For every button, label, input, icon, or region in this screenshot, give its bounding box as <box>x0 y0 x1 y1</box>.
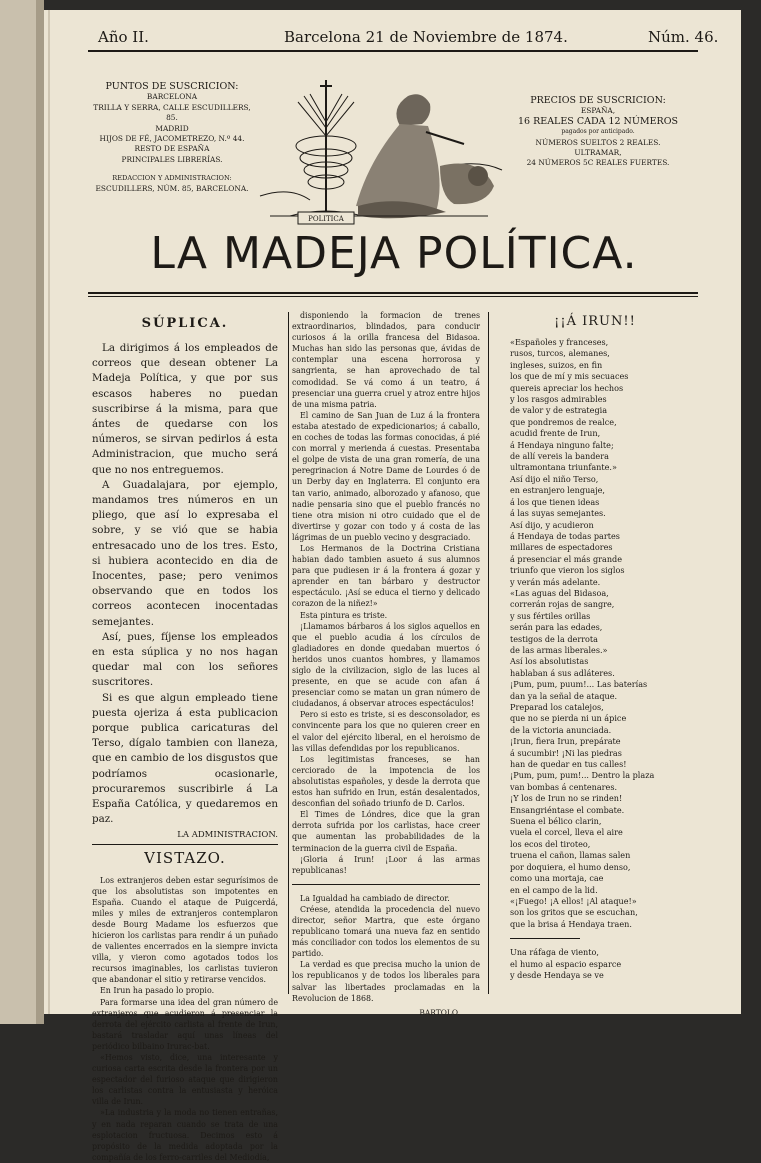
column-divider <box>288 312 289 994</box>
poem-line: de las armas liberales.» <box>510 644 608 655</box>
office-address: ESCUDILLERS, NÚM. 85, BARCELONA. <box>95 183 249 193</box>
poem-line: á Hendaya de todas partes <box>510 530 620 541</box>
poem-line: van bombas á centenares. <box>510 781 618 792</box>
poem-line: dan ya la señal de ataque. <box>510 690 618 701</box>
article-paragraph: En Irun ha pasado lo propio. <box>100 986 215 996</box>
article-paragraph: Si es que algun empleado tiene puesta ojeriza á esta publicacion porque publica caricaturas del Terso, dígalo tambien con llaneza, que en cambio de los disgustos que podríamos ocasionarle, procuraremos suscribirle á La España Católica, y quedaremos en paz. <box>92 691 278 826</box>
masthead <box>88 28 719 48</box>
poem-line: á las suyas semejantes. <box>510 508 606 519</box>
prices-loose: NÚMEROS SUELTOS 2 REALES. <box>535 137 661 147</box>
article-paragraph: Los extranjeros deben estar segurísimos de que los absolutistas son impotentes en España. Cuando el ataque de Puigcerdá, miles y miles de extranjeros contemplaron desde Bourg Madame los esfuerzos que hicieron los carlistas para rendir á un puñado de valientes encerrados en la siempre invicta villa, y vieron como agotados todos los recursos imaginables, los carlistas tuvieron que abandonar el sitio y retirarse vencidos. <box>92 875 278 985</box>
article-paragraph: Créese, atendida la procedencia del nuevo director, señor Martra, que este órgano republicano tomará una nueva faz en sentido más conciliador con todos los elementos de su partido. <box>292 904 480 959</box>
poem-line: á los que tienen ideas <box>510 496 600 507</box>
allegory-vignette <box>250 66 508 228</box>
poem-line: triunfo que vieron los siglos <box>510 565 625 576</box>
poem-line: truena el cañon, llamas salen <box>510 850 631 861</box>
subscription-points <box>92 82 252 194</box>
subscription-line: BARCELONA <box>146 92 198 102</box>
heading-a-irun: ¡¡Á IRUN!! <box>554 314 636 329</box>
prices-spain: ESPAÑA, <box>580 106 616 116</box>
newspaper-title: LA MADEJA POLÍTICA. <box>150 228 638 279</box>
prices-overseas-price: 24 NÚMEROS 5C REALES FUERTES. <box>526 158 670 168</box>
article-paragraph: El Times de Lóndres, dice que la gran derrota sufrida por los carlistas, hace creer que aumentan las probabilidades de la terminacion de la guerra civil de España. <box>292 810 480 853</box>
subscription-line: HIJOS DE FÉ, JACOMETREZO, N.º 44. <box>99 134 245 144</box>
poem-line: en el campo de la lid. <box>510 884 598 895</box>
section-rule <box>510 938 580 939</box>
poem-line: Así dijo, y acudieron <box>510 519 594 530</box>
signature-bartolo: BARTOLO. <box>419 1007 460 1017</box>
poem-line: el humo al espacio esparce <box>510 958 622 969</box>
subscription-points-heading: PUNTOS DE SUSCRICION: <box>105 81 239 92</box>
poem-line: quereis apreciar los hechos <box>510 382 624 393</box>
poem-line: á sucumbir! ¡Ni las piedras <box>510 747 622 758</box>
signature-administracion: LA ADMINISTRACION. <box>177 829 278 840</box>
article-paragraph: La dirigimos á los empleados de correos que desean obtener La Madeja Política, y que por sus escasos haberes no puedan suscribirse á la misma, para que ántes de quedarse con los números, se sirvan pedirlos á esta Administracion, que mucho será que no nos entreguemos. <box>92 342 278 476</box>
poem-line: son los gritos que se escuchan, <box>510 907 638 918</box>
issue-number: Núm. 46. <box>648 28 719 46</box>
poem-line: á presenciar el más grande <box>510 553 623 564</box>
prices-heading: PRECIOS DE SUSCRICION: <box>530 95 666 106</box>
poem-line: de valor y de estrategia <box>510 405 608 416</box>
article-paragraph: disponiendo la formacion de trenes extraordinarios, blindados, para conducir curiosos á la orilla francesa del Bidasoa. Muchas han sido las personas que, ávidas de contemplar una escena horrorosa y sangrienta, se han aprovechado de tal comodidad. Se vá como á un teatro, á presenciar una guerra cruel y atroz entre hijos de una misma patria. <box>292 311 480 409</box>
poem-line: ultramontana triunfante.» <box>510 462 617 473</box>
poem-line: testigos de la derrota <box>510 633 599 644</box>
office-heading: REDACCION Y ADMINISTRACION: <box>112 174 232 183</box>
poem-line: millares de espectadores <box>510 542 613 553</box>
title-rule-bottom <box>88 296 698 297</box>
poem-line: Así dijo el niño Terso, <box>510 473 599 484</box>
poem-stanza <box>510 337 680 930</box>
poem-line: «Españoles y franceses, <box>510 337 609 347</box>
poem-line: de allí vereis la bandera <box>510 451 609 462</box>
poem-line: vuela el corcel, lleva el aire <box>510 827 623 838</box>
article-paragraph: Para formarse una idea del gran número de extranjeros que acudieron á presenciar la derrota del ejército carlista al frente de Irun, bastará trasladar aquí unas líneas del periódico bilbaino Irurac-bat. <box>92 997 278 1051</box>
article-paragraph: Pero si esto es triste, si es desconsolador, es convincente para los que no quieren creer en el valor del ejército liberal, en el heroismo de las villas defendidas por los republicanos. <box>292 710 480 753</box>
poem-line: como una mortaja, cae <box>510 873 604 884</box>
poem-line: ¡Y los de Irun no se rinden! <box>510 793 623 804</box>
title-rule-top <box>88 292 698 294</box>
poem-line: Suena el bélico clarin, <box>510 816 602 827</box>
vignette-ribbon: POLITICA <box>308 215 344 223</box>
poem-line: Ensangriéntase el combate. <box>510 804 625 815</box>
column-left <box>92 310 278 1163</box>
article-paragraph: ¡Llamamos bárbaros á los siglos aquellos en que el pueblo acudia á los círculos de gladiadores en donde quedaban muertos ó heridos unos cuantos hombres, y llamamos siglo de la civilizacion, siglo de las luces al presente, en que se acude con afan á presenciar como se matan un gran número de ciudadanos, á observar atroces espectáculos! <box>292 621 480 709</box>
poem-line: Preparad los catalejos, <box>510 702 604 712</box>
section-rule <box>92 844 278 845</box>
prices-main: 16 REALES CADA 12 NÚMEROS <box>518 115 678 127</box>
poem-line: han de quedar en tus calles! <box>510 759 627 770</box>
issue-year: Año II. <box>98 28 149 46</box>
poem-line: Así los absolutistas <box>510 656 589 667</box>
poem-line: á Hendaya ninguno falte; <box>510 439 614 450</box>
prices-overseas: ULTRAMAR, <box>574 148 622 158</box>
poem-line: acudid frente de Irun, <box>510 428 601 439</box>
poem-line: y desde Hendaya se ve <box>510 969 604 980</box>
heading-suplica: SÚPLICA. <box>141 316 229 331</box>
poem-line: que la brisa á Hendaya traen. <box>510 918 632 929</box>
poem-line: ¡Pum, pum, puum!... Las baterías <box>510 679 648 690</box>
poem-line: «Las aguas del Bidasoa, <box>510 587 609 598</box>
subscription-line: TRILLA Y SERRA, CALLE ESCUDILLERS, 85. <box>93 102 251 123</box>
subscription-line: MADRID <box>155 123 189 133</box>
poem-line: «¡Fuego! ¡A ellos! ¡Al ataque!» <box>510 895 637 906</box>
article-paragraph: La Igualdad ha cambiado de director. <box>300 893 450 903</box>
poem-line: ¡Irun, fiera Irun, prepárate <box>510 736 621 747</box>
subscription-prices <box>518 96 678 169</box>
poem-line: en estranjero lenguaje, <box>510 485 605 496</box>
heading-vistazo: VISTAZO. <box>144 848 226 867</box>
article-paragraph: ¡Gloria á Irun! ¡Loor á las armas republicanas! <box>292 854 480 875</box>
poem-line: de la victoria anunciada. <box>510 724 612 735</box>
article-paragraph: »La industria y la moda no tienen entrañas, y en nada reparan cuando se trata de una esplotacion fructuosa. Decimos esto á propósito de la medida adoptada por la compañía de los ferro-carriles del Mediodía, <box>92 1108 278 1162</box>
article-paragraph: A Guadalajara, por ejemplo, mandamos tres números en un pliego, que así lo expresaba el sobre, y se vió que se habia entresacado uno de los tres. Esto, si hubiera acontecido en dia de Inocentes, pase; pero venimos observando que en todos los correos acontecen inocentadas semejantes. <box>92 478 278 628</box>
article-paragraph: Los Hermanos de la Doctrina Cristiana habian dado tambien asueto á sus alumnos para que pudiesen ir á la frontera á gozar y aprender en tan bárbaro y destructor espectáculo. ¡Así se educa el tierno y delicado corazon de la niñez!» <box>292 543 480 609</box>
article-paragraph: Así, pues, fíjense los empleados en esta súplica y no nos hagan quedar mal con los señores suscritores. <box>92 630 278 689</box>
page-margin-line <box>48 10 50 1014</box>
poem-line: ingleses, suizos, en fin <box>510 359 603 370</box>
newspaper-page <box>44 10 741 1162</box>
poem-line: los que de mí y mis secuaces <box>510 371 629 382</box>
poem-line: rusos, turcos, alemanes, <box>510 348 610 359</box>
poem-line: que pondremos de realce, <box>510 416 617 427</box>
masthead-rule <box>88 50 698 52</box>
subscription-line: PRINCIPALES LIBRERÍAS. <box>121 154 223 164</box>
poem-line: correrán rojas de sangre, <box>510 599 615 610</box>
column-divider <box>488 312 489 994</box>
poem-line: hablaban á sus adláteres. <box>510 667 615 678</box>
binding-edge <box>36 0 44 1024</box>
article-paragraph: El camino de San Juan de Luz á la frontera estaba atestado de expedicionarios; á caballo, en coches de todas las formas conocidas, á pié con morral y merienda á cuestas. Presentaba el golpe de vista de una gran romería, de una peregrinacion á Notre Dame de Lourdes ó de un Derby day en Inglaterra. El conjunto era tan vario, animado, alborozado y afanoso, que nadie pensaria sino que el pueblo francés no tiene otra mision ni otro cuidado que el de divertirse y gozar con todo y á costa de las lágrimas de un pueblo vecino y desgraciado. <box>292 410 480 542</box>
poem-stanza <box>510 947 680 981</box>
poem-line: y los rasgos admirables <box>510 394 607 405</box>
article-paragraph: La verdad es que precisa mucho la union de los republicanos y de todos los liberales para salvar las libertades proclamadas en la Revolucion de 1868. <box>292 960 480 1003</box>
prices-note: pagados por anticipado. <box>561 128 635 136</box>
article-paragraph: «Hemos visto, dice, una interesante y curiosa carta escrita desde la frontera por un espectador del furioso ataque que dirigieron los carlistas contra la entusiasta y heróica villa de Irun. <box>92 1053 278 1107</box>
poem-line: los ecos del tiroteo, <box>510 838 591 849</box>
poem-line: y verán más adelante. <box>510 576 601 587</box>
article-paragraph: Esta pintura es triste. <box>300 610 388 620</box>
column-right <box>510 310 680 981</box>
subscription-line: RESTO DE ESPAÑA <box>134 144 210 154</box>
poem-line: Una ráfaga de viento, <box>510 947 599 958</box>
dateline: Barcelona 21 de Noviembre de 1874. <box>284 28 568 46</box>
section-rule <box>292 884 480 885</box>
poem-line: serán para las edades, <box>510 622 603 633</box>
article-paragraph: Los legitimistas franceses, se han cerciorado de la impotencia de los absolutistas españoles, y desde la derrota que estos han sufrido en Irun, están desalentados, desconfian del soñado triunfo de D. Carlos. <box>292 754 480 809</box>
poem-line: y sus fértiles orillas <box>510 610 591 621</box>
poem-line: que no se pierda ni un ápice <box>510 713 627 724</box>
poem-line: ¡Pum, pum, pum!... Dentro la plaza <box>510 770 655 781</box>
poem-line: por doquiera, el humo denso, <box>510 861 631 872</box>
column-middle <box>292 310 480 1017</box>
